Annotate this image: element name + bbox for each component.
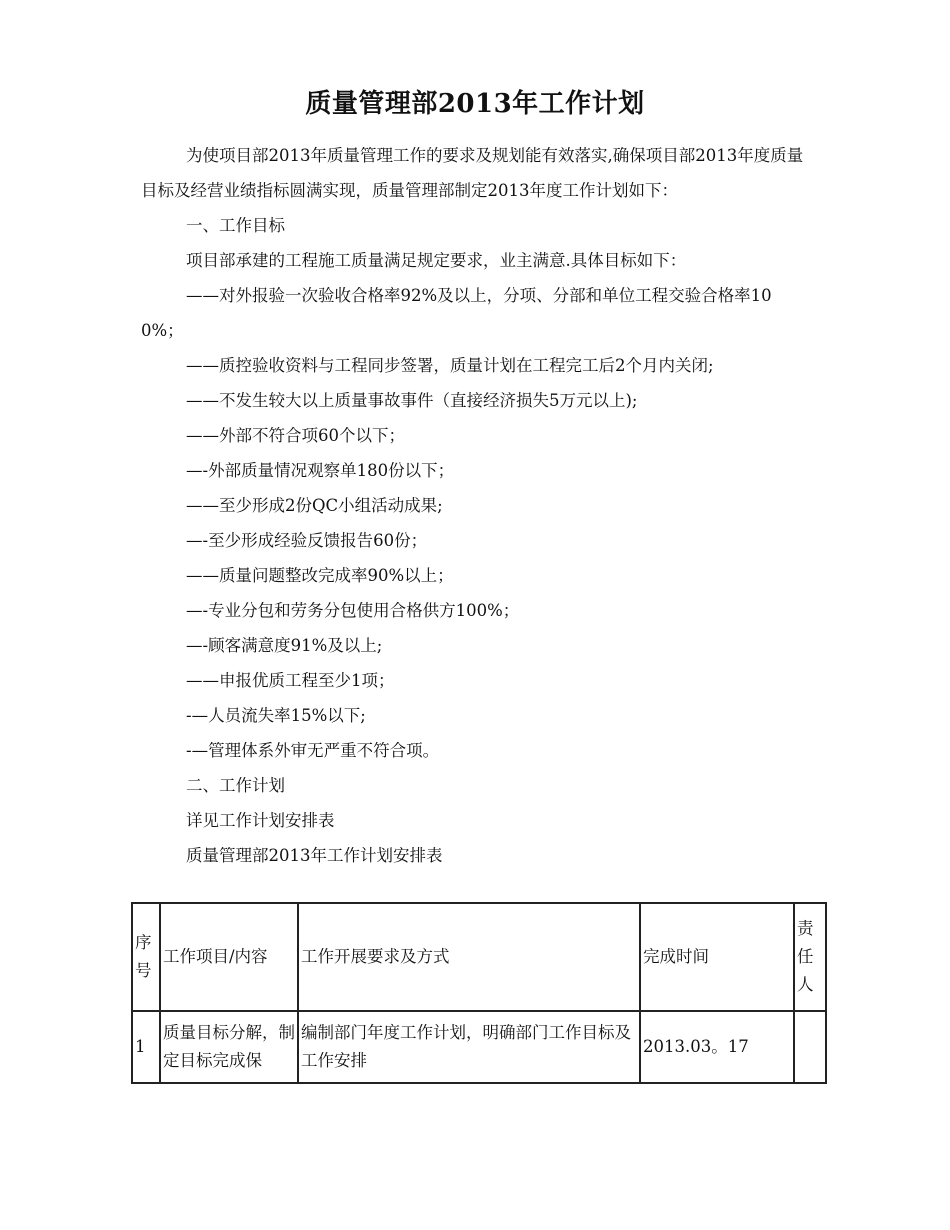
plan-reference: 详见工作计划安排表: [186, 811, 335, 830]
document-title: 质量管理部2013年工作计划: [305, 89, 645, 119]
goal-item: ——至少形成2份QC小组活动成果;: [186, 496, 443, 515]
section-heading-goals: 一、工作目标: [186, 216, 285, 235]
header-item: 工作项目/内容: [160, 903, 298, 1011]
goal-item: -—管理体系外审无严重不符合项。: [186, 741, 440, 760]
goal-item: —-顾客满意度91%及以上;: [186, 636, 383, 655]
goal-item: —-外部质量情况观察单180份以下；: [186, 461, 455, 480]
table-caption: 质量管理部2013年工作计划安排表: [186, 846, 443, 865]
header-requirement: 工作开展要求及方式: [298, 903, 640, 1011]
header-no: 序号: [132, 903, 160, 1011]
goal-item: —-专业分包和劳务分包使用合格供方100%；: [186, 601, 520, 620]
goal-item: ——外部不符合项60个以下；: [186, 426, 405, 445]
header-time: 完成时间: [640, 903, 794, 1011]
goal-item: ——对外报验一次验收合格率92%及以上，分项、分部和单位工程交验合格率100%；: [141, 286, 772, 340]
goals-intro: 项目部承建的工程施工质量满足规定要求，业主满意.具体目标如下：: [186, 251, 687, 270]
section-heading-plan: 二、工作计划: [186, 776, 285, 795]
cell-time: 2013.03。17: [640, 1011, 794, 1083]
table-header-row: [132, 903, 826, 1011]
cell-item-text: 质量目标分解，制定目标完成保: [163, 1023, 295, 1070]
goal-item: -—人员流失率15%以下;: [186, 706, 366, 725]
goal-item: ——不发生较大以上质量事故事件（直接经济损失5万元以上);: [186, 391, 638, 410]
document-body: [141, 138, 811, 873]
goal-item: ——申报优质工程至少1项；: [186, 671, 395, 690]
table-row: [132, 1011, 826, 1083]
goal-item: —-至少形成经验反馈报告60份；: [186, 531, 428, 550]
cell-requirement: 编制部门年度工作计划，明确部门工作目标及工作安排: [298, 1011, 640, 1083]
header-responsible: 责任人: [794, 903, 826, 1011]
goal-item: ——质量问题整改完成率90%以上；: [186, 566, 454, 585]
work-plan-table-container: [131, 902, 821, 1084]
work-plan-table: [131, 902, 827, 1084]
cell-no: 1: [132, 1011, 160, 1083]
goal-item: ——质控验收资料与工程同步签署，质量计划在工程完工后2个月内关闭;: [186, 356, 714, 375]
intro-paragraph: 为使项目部2013年质量管理工作的要求及规划能有效落实,确保项目部2013年度质量目标及经营业绩指标圆满实现，质量管理部制定2013年度工作计划如下：: [141, 146, 804, 200]
cell-item: [160, 1011, 298, 1083]
cell-responsible: [794, 1011, 826, 1083]
